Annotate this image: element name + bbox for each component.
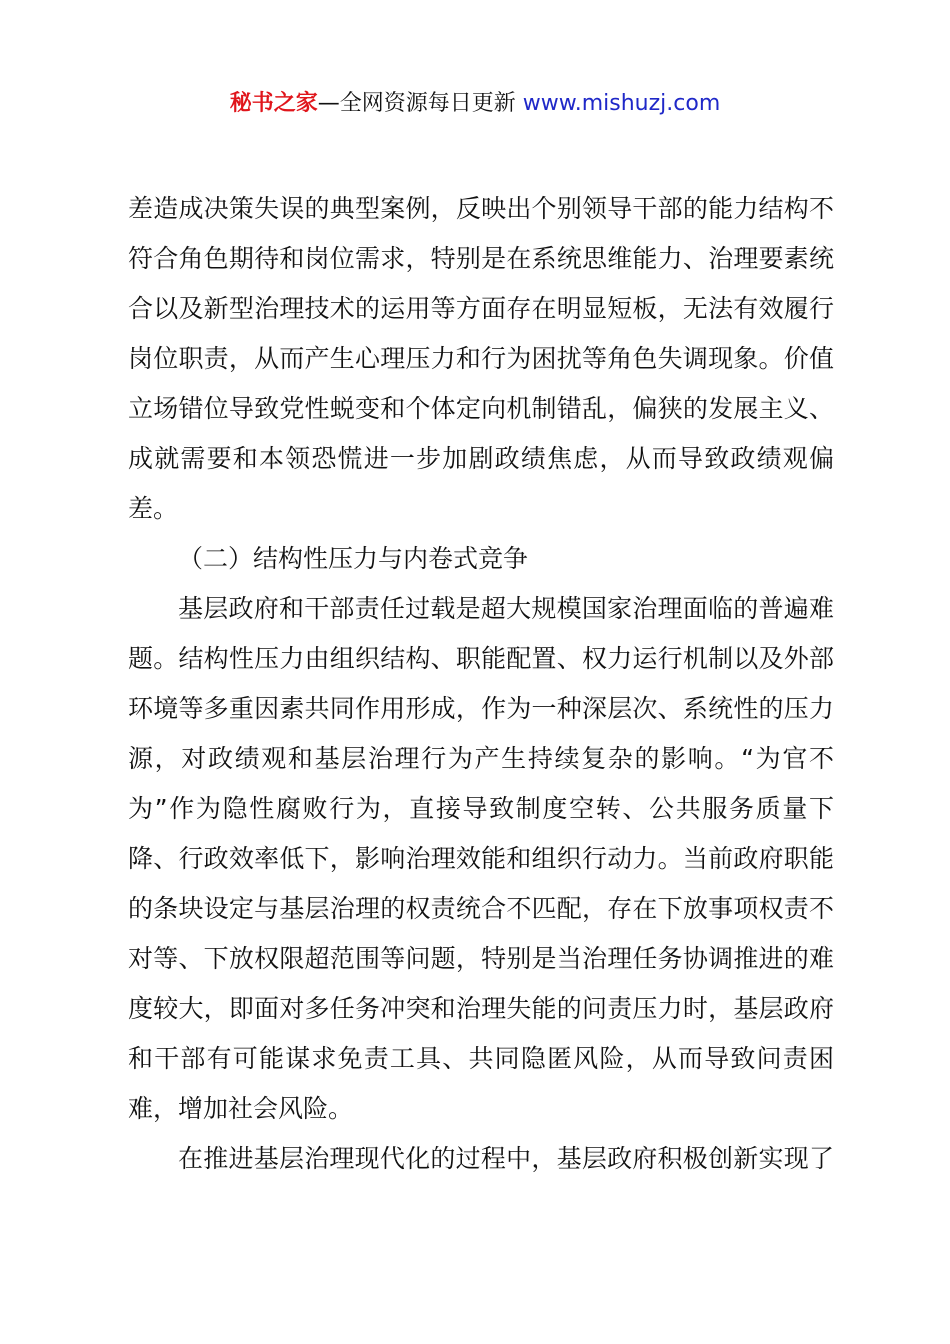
brand-name: 秘书之家 [229,91,318,116]
text-line: 差造成决策失误的典型案例，反映出个别领导干部的能力结构不 [128,194,834,223]
text-line: 符合角色期待和岗位需求，特别是在系统思维能力、治理要素统 [128,244,834,273]
text-line: 为”作为隐性腐败行为，直接导致制度空转、公共服务质量下 [128,794,834,823]
text-line: 的条块设定与基层治理的权责统合不匹配，存在下放事项权责不 [128,894,834,923]
text-line: 环境等多重因素共同作用形成，作为一种深层次、系统性的压力 [128,694,834,723]
text-line: 降、行政效率低下，影响治理效能和组织行动力。当前政府职能 [128,844,834,873]
text-line: 源，对政绩观和基层治理行为产生持续复杂的影响。“为官不 [128,744,834,773]
text-line: 成就需要和本领恐慌进一步加剧政绩焦虑，从而导致政绩观偏 [128,444,834,473]
section-heading: （二）结构性压力与内卷式竞争 [178,544,529,573]
text-line: 难，增加社会风险。 [128,1094,354,1123]
text-line: 基层政府和干部责任过载是超大规模国家治理面临的普遍难 [178,594,834,623]
site-url[interactable]: www.mishuzj.com [522,91,721,116]
text-line: 差。 [128,494,179,523]
text-line: 题。结构性压力由组织结构、职能配置、权力运行机制以及外部 [128,644,834,673]
text-line: 和干部有可能谋求免责工具、共同隐匿风险，从而导致问责困 [128,1044,834,1073]
site-header [0,86,950,122]
text-line: 对等、下放权限超范围等问题，特别是当治理任务协调推进的难 [128,944,834,973]
text-line: 岗位职责，从而产生心理压力和行为困扰等角色失调现象。价值 [128,344,834,373]
text-line: 立场错位导致党性蜕变和个体定向机制错乱，偏狭的发展主义、 [128,394,834,423]
document-body [128,184,834,1184]
header-tagline: —全网资源每日更新 [317,91,523,116]
text-line: 在推进基层治理现代化的过程中，基层政府积极创新实现了 [178,1144,834,1173]
text-line: 合以及新型治理技术的运用等方面存在明显短板，无法有效履行 [128,294,834,323]
text-line: 度较大，即面对多任务冲突和治理失能的问责压力时，基层政府 [128,994,834,1023]
